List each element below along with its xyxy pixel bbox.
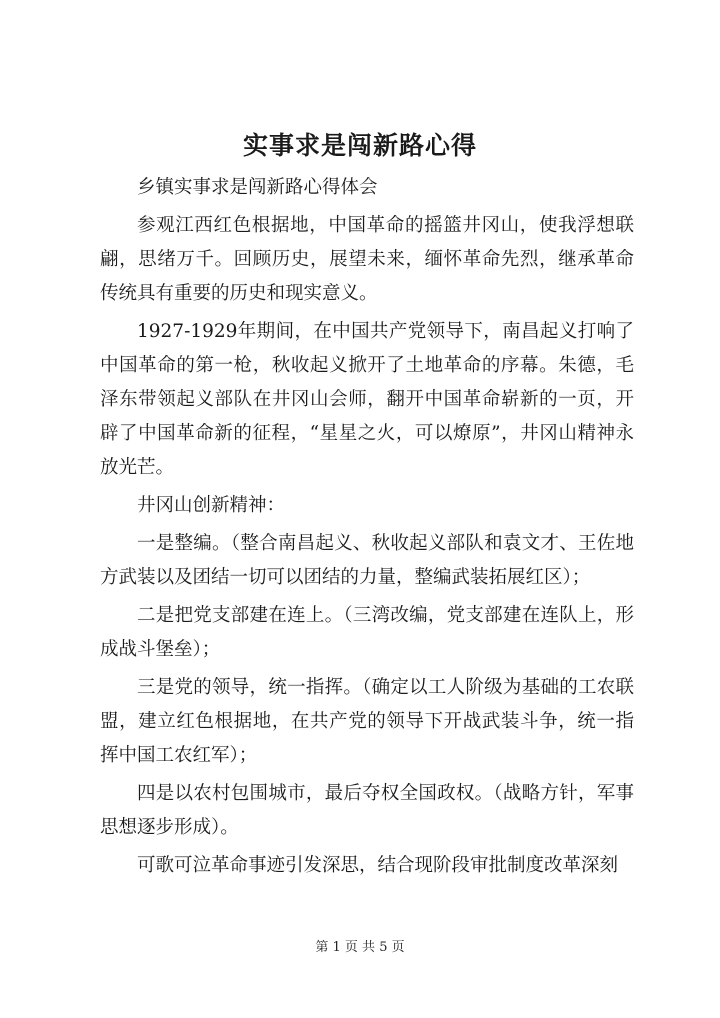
list-item: 一是整编。（整合南昌起义、秋收起义部队和袁文才、王佐地方武装以及团结一切可以团结的力量，整编武装拓展红区）；: [100, 533, 634, 588]
document-title: 实事求是闯新路心得: [242, 131, 477, 160]
list-item: 二是把党支部建在连上。（三湾改编，党支部建在连队上，形成战斗堡垒）；: [100, 605, 634, 660]
page-footer: 第 1 页 共 5 页: [315, 940, 405, 955]
section-heading: 井冈山创新精神：: [137, 495, 286, 516]
body-paragraph: 1927-1929年期间，在中国共产党领导下，南昌起义打响了中国革命的第一枪，秋收起义掀开了土地革命的序幕。朱德，毛泽东带领起义部队在井冈山会师，翻开中国革命崭新的一页，开辟了中国革命新的征程，“星星之火，可以燎原”，井冈山精神永放光芒。: [100, 321, 634, 478]
body-paragraph: 可歌可泣革命事迹引发深思，结合现阶段审批制度改革深刻: [137, 855, 619, 876]
body-paragraph: 参观江西红色根据地，中国革命的摇篮井冈山，使我浮想联翩，思绪万千。回顾历史，展望未来，缅怀革命先烈，继承革命传统具有重要的历史和现实意义。: [100, 215, 634, 304]
document-body: [100, 171, 634, 887]
list-item: 三是党的领导，统一指挥。（确定以工人阶级为基础的工农联盟，建立红色根据地，在共产党的领导下开战武装斗争，统一指挥中国工农红军）；: [100, 677, 634, 766]
subtitle-paragraph: 乡镇实事求是闯新路心得体会: [137, 177, 378, 198]
list-item: 四是以农村包围城市，最后夺权全国政权。（战略方针，军事思想逐步形成）。: [100, 783, 634, 838]
